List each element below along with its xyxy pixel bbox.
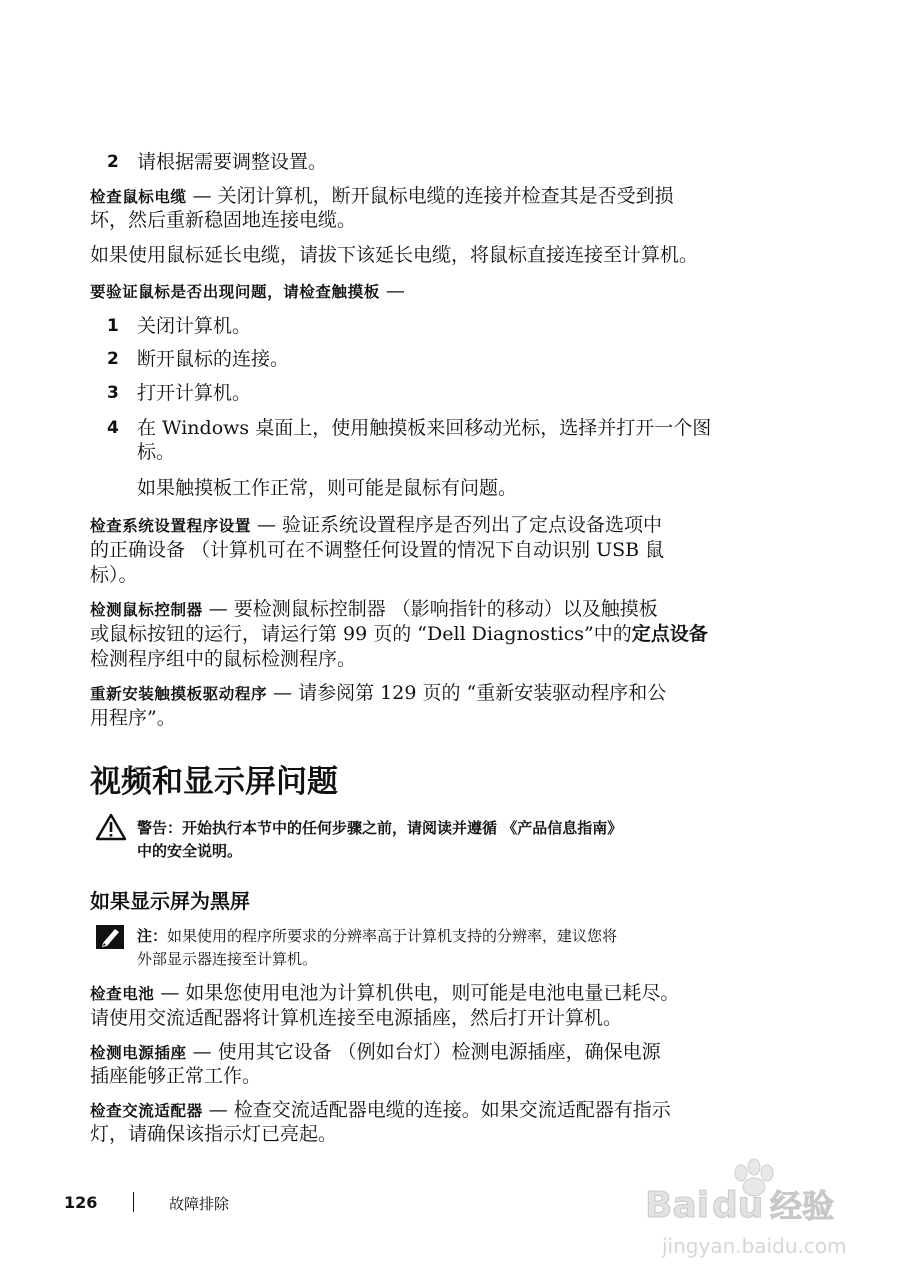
em-dash: — xyxy=(208,1099,228,1121)
step-number: 3 xyxy=(107,383,119,403)
step-text: 关闭计算机。 xyxy=(137,315,252,337)
paragraph-line: 坏，然后重新稳固地连接电缆。 xyxy=(90,209,357,231)
paragraph-text: 请参阅第 129 页的 “重新安装驱动程序和公 xyxy=(298,682,667,704)
paragraph-text: 验证系统设置程序是否列出了定点设备选项中 xyxy=(282,514,663,536)
em-dash: — xyxy=(273,682,293,704)
em-dash: — xyxy=(160,982,180,1004)
paragraph-line xyxy=(90,279,411,304)
svg-text:du: du xyxy=(712,1185,764,1226)
em-dash: — xyxy=(192,185,212,207)
baidu-watermark-logo xyxy=(640,1145,890,1270)
step-text: 断开鼠标的连接。 xyxy=(137,348,290,370)
bold-term: 定点设备 xyxy=(631,623,708,645)
paragraph-text: 检查交流适配器电缆的连接。如果交流适配器有指示 xyxy=(233,1099,671,1121)
paragraph-lead: 检查交流适配器 xyxy=(90,1102,203,1120)
paragraph-lead: 检查电池 xyxy=(90,985,155,1003)
paragraph-lead: 要验证鼠标是否出现问题，请检查触摸板 xyxy=(90,283,380,301)
step-number: 2 xyxy=(107,349,119,369)
paragraph-lead: 检测鼠标控制器 xyxy=(90,601,203,619)
note-line xyxy=(137,925,617,948)
step-number: 4 xyxy=(107,418,119,438)
section-heading: 视频和显示屏问题 xyxy=(90,764,338,800)
paragraph-line xyxy=(90,622,708,646)
em-dash: — xyxy=(208,598,228,620)
paragraph-text: 关闭计算机，断开鼠标电缆的连接并检查其是否受到损 xyxy=(217,185,674,207)
subsection-heading: 如果显示屏为黑屏 xyxy=(90,889,250,913)
paragraph-text: 要检测鼠标控制器 （影响指针的移动）以及触摸板 xyxy=(233,598,658,620)
footer-divider xyxy=(133,1192,134,1212)
note-label: 注： xyxy=(137,927,168,945)
em-dash: — xyxy=(385,280,405,302)
step-text: 打开计算机。 xyxy=(137,382,252,404)
step-number: 2 xyxy=(107,152,119,172)
note-line: 外部显示器连接至计算机。 xyxy=(137,950,318,968)
paragraph-line: 如果使用鼠标延长电缆，请拔下该延长电缆，将鼠标直接连接至计算机。 xyxy=(90,244,699,266)
paragraph-lead: 检测电源插座 xyxy=(90,1044,187,1062)
paragraph-line xyxy=(90,681,666,706)
em-dash: — xyxy=(257,514,277,536)
paragraph-line xyxy=(90,184,674,209)
svg-text:jingyan.baidu.com: jingyan.baidu.com xyxy=(662,1234,847,1258)
paragraph-lead: 检查鼠标电缆 xyxy=(90,188,187,206)
paragraph-lead: 检查系统设置程序设置 xyxy=(90,517,252,535)
note-pencil-icon xyxy=(95,924,125,950)
paragraph-line xyxy=(90,1040,661,1065)
paragraph-line: 的正确设备 （计算机可在不调整任何设置的情况下自动识别 USB 鼠 xyxy=(90,539,665,561)
paragraph-line xyxy=(90,981,679,1006)
step-text: 如果触摸板工作正常，则可能是鼠标有问题。 xyxy=(137,477,518,499)
note-text: 如果使用的程序所要求的分辨率高于计算机支持的分辨率，建议您将 xyxy=(167,927,618,945)
paragraph-line xyxy=(90,597,658,622)
paragraph-text: 使用其它设备 （例如台灯）检测电源插座，确保电源 xyxy=(217,1041,661,1063)
em-dash: — xyxy=(192,1041,212,1063)
svg-text:Bai: Bai xyxy=(645,1185,710,1226)
warning-line: 中的安全说明。 xyxy=(137,842,243,860)
warning-triangle-icon xyxy=(95,813,127,841)
footer-section-title: 故障排除 xyxy=(169,1195,230,1213)
paragraph-lead: 重新安装触摸板驱动程序 xyxy=(90,685,268,703)
step-text: 标。 xyxy=(137,441,176,463)
paragraph-line xyxy=(90,1098,671,1123)
warning-line: 警告：开始执行本节中的任何步骤之前，请阅读并遵循 《产品信息指南》 xyxy=(137,819,623,837)
step-number: 1 xyxy=(107,316,119,336)
step-text: 请根据需要调整设置。 xyxy=(137,151,328,173)
paragraph-line: 标）。 xyxy=(90,564,138,586)
page-number: 126 xyxy=(64,1193,98,1212)
paragraph-line: 检测程序组中的鼠标检测程序。 xyxy=(90,648,357,670)
paragraph-line xyxy=(90,513,662,538)
paragraph-line: 用程序”。 xyxy=(90,707,176,729)
step-text: 在 Windows 桌面上，使用触摸板来回移动光标，选择并打开一个图 xyxy=(137,417,712,439)
paragraph-text: 或鼠标按钮的运行，请运行第 99 页的 “Dell Diagnostics”中的 xyxy=(90,623,632,645)
paragraph-line: 插座能够正常工作。 xyxy=(90,1065,262,1087)
svg-text:经验: 经验 xyxy=(770,1187,835,1225)
paragraph-line: 灯，请确保该指示灯已亮起。 xyxy=(90,1123,338,1145)
paragraph-line: 请使用交流适配器将计算机连接至电源插座，然后打开计算机。 xyxy=(90,1007,623,1029)
paragraph-text: 如果您使用电池为计算机供电，则可能是电池电量已耗尽。 xyxy=(185,982,680,1004)
